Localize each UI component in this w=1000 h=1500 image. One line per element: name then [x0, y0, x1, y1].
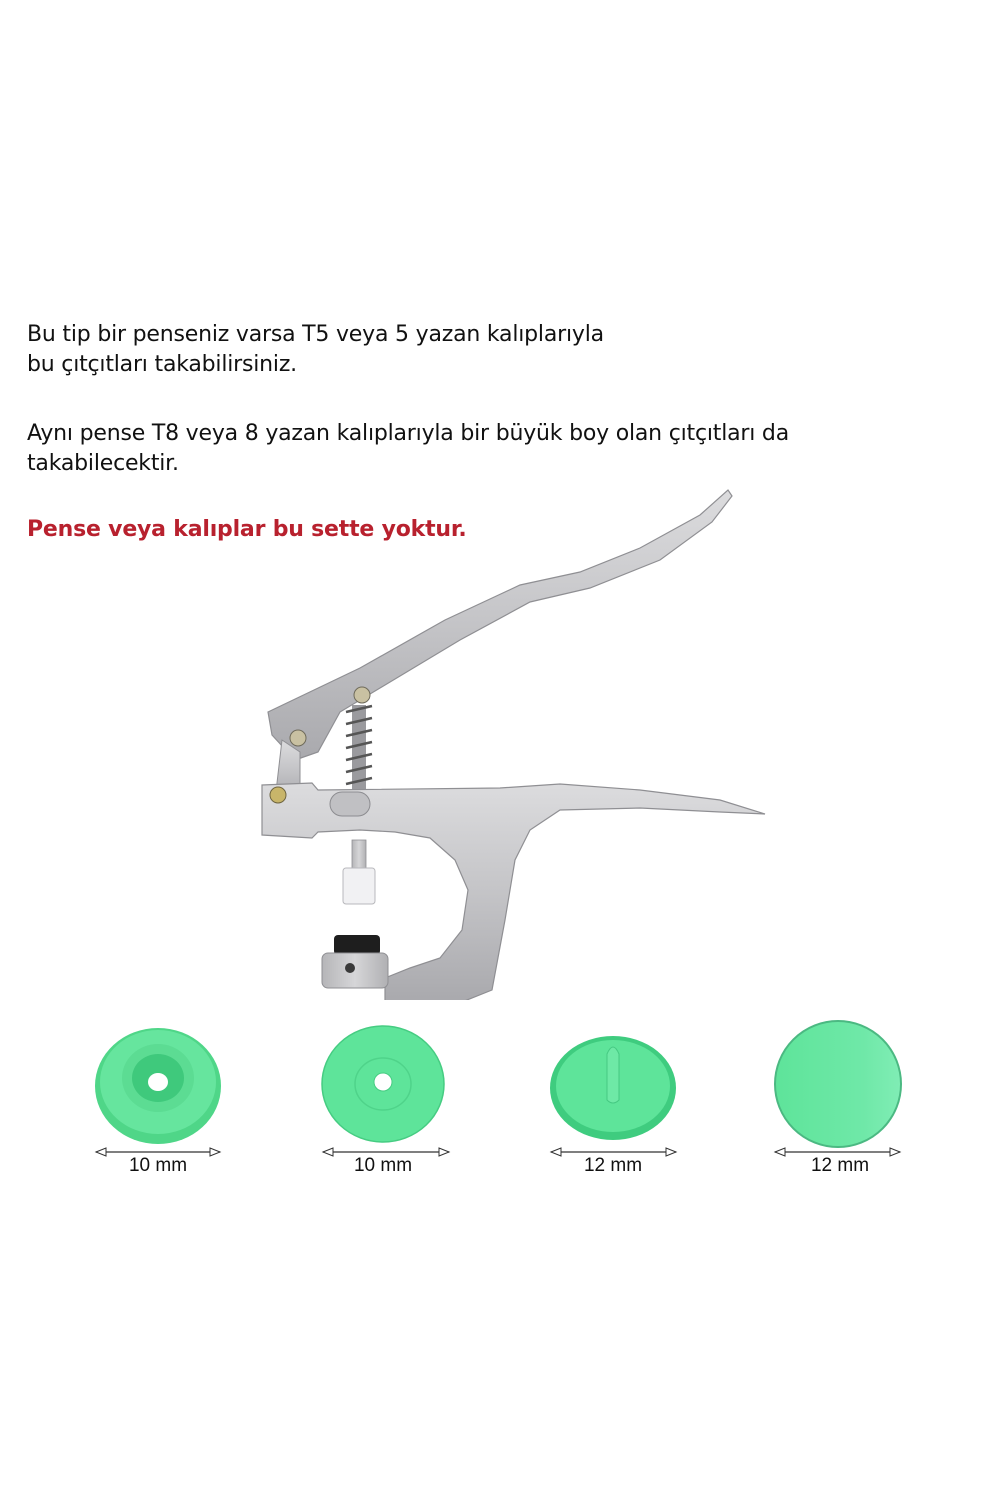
snap-socket-icon: [78, 1020, 238, 1170]
snap-fastener-pliers-icon: [250, 480, 780, 1000]
snap-washer-icon: [303, 1020, 463, 1170]
instruction-paragraph-t8: [27, 419, 789, 479]
snap-prong-cap-icon: [533, 1020, 693, 1170]
snap-size-label: 10 mm: [128, 1155, 188, 1176]
snap-size-label: 10 mm: [353, 1155, 413, 1176]
snap-size-label: 12 mm: [583, 1155, 643, 1176]
instruction-line: Aynı pense T8 veya 8 yazan kalıplarıyla bir büyük boy olan çıtçıtları da: [27, 421, 789, 446]
instruction-line: takabilecektir.: [27, 451, 179, 476]
snap-cap-icon: [760, 1020, 920, 1170]
instruction-paragraph-t5: [27, 320, 604, 380]
warning-text: Pense veya kalıplar bu sette yoktur.: [27, 517, 467, 542]
snap-size-label: 12 mm: [810, 1155, 870, 1176]
instruction-line: Bu tip bir penseniz varsa T5 veya 5 yazan kalıplarıyla: [27, 322, 604, 347]
instruction-line: bu çıtçıtları takabilirsiniz.: [27, 352, 297, 377]
